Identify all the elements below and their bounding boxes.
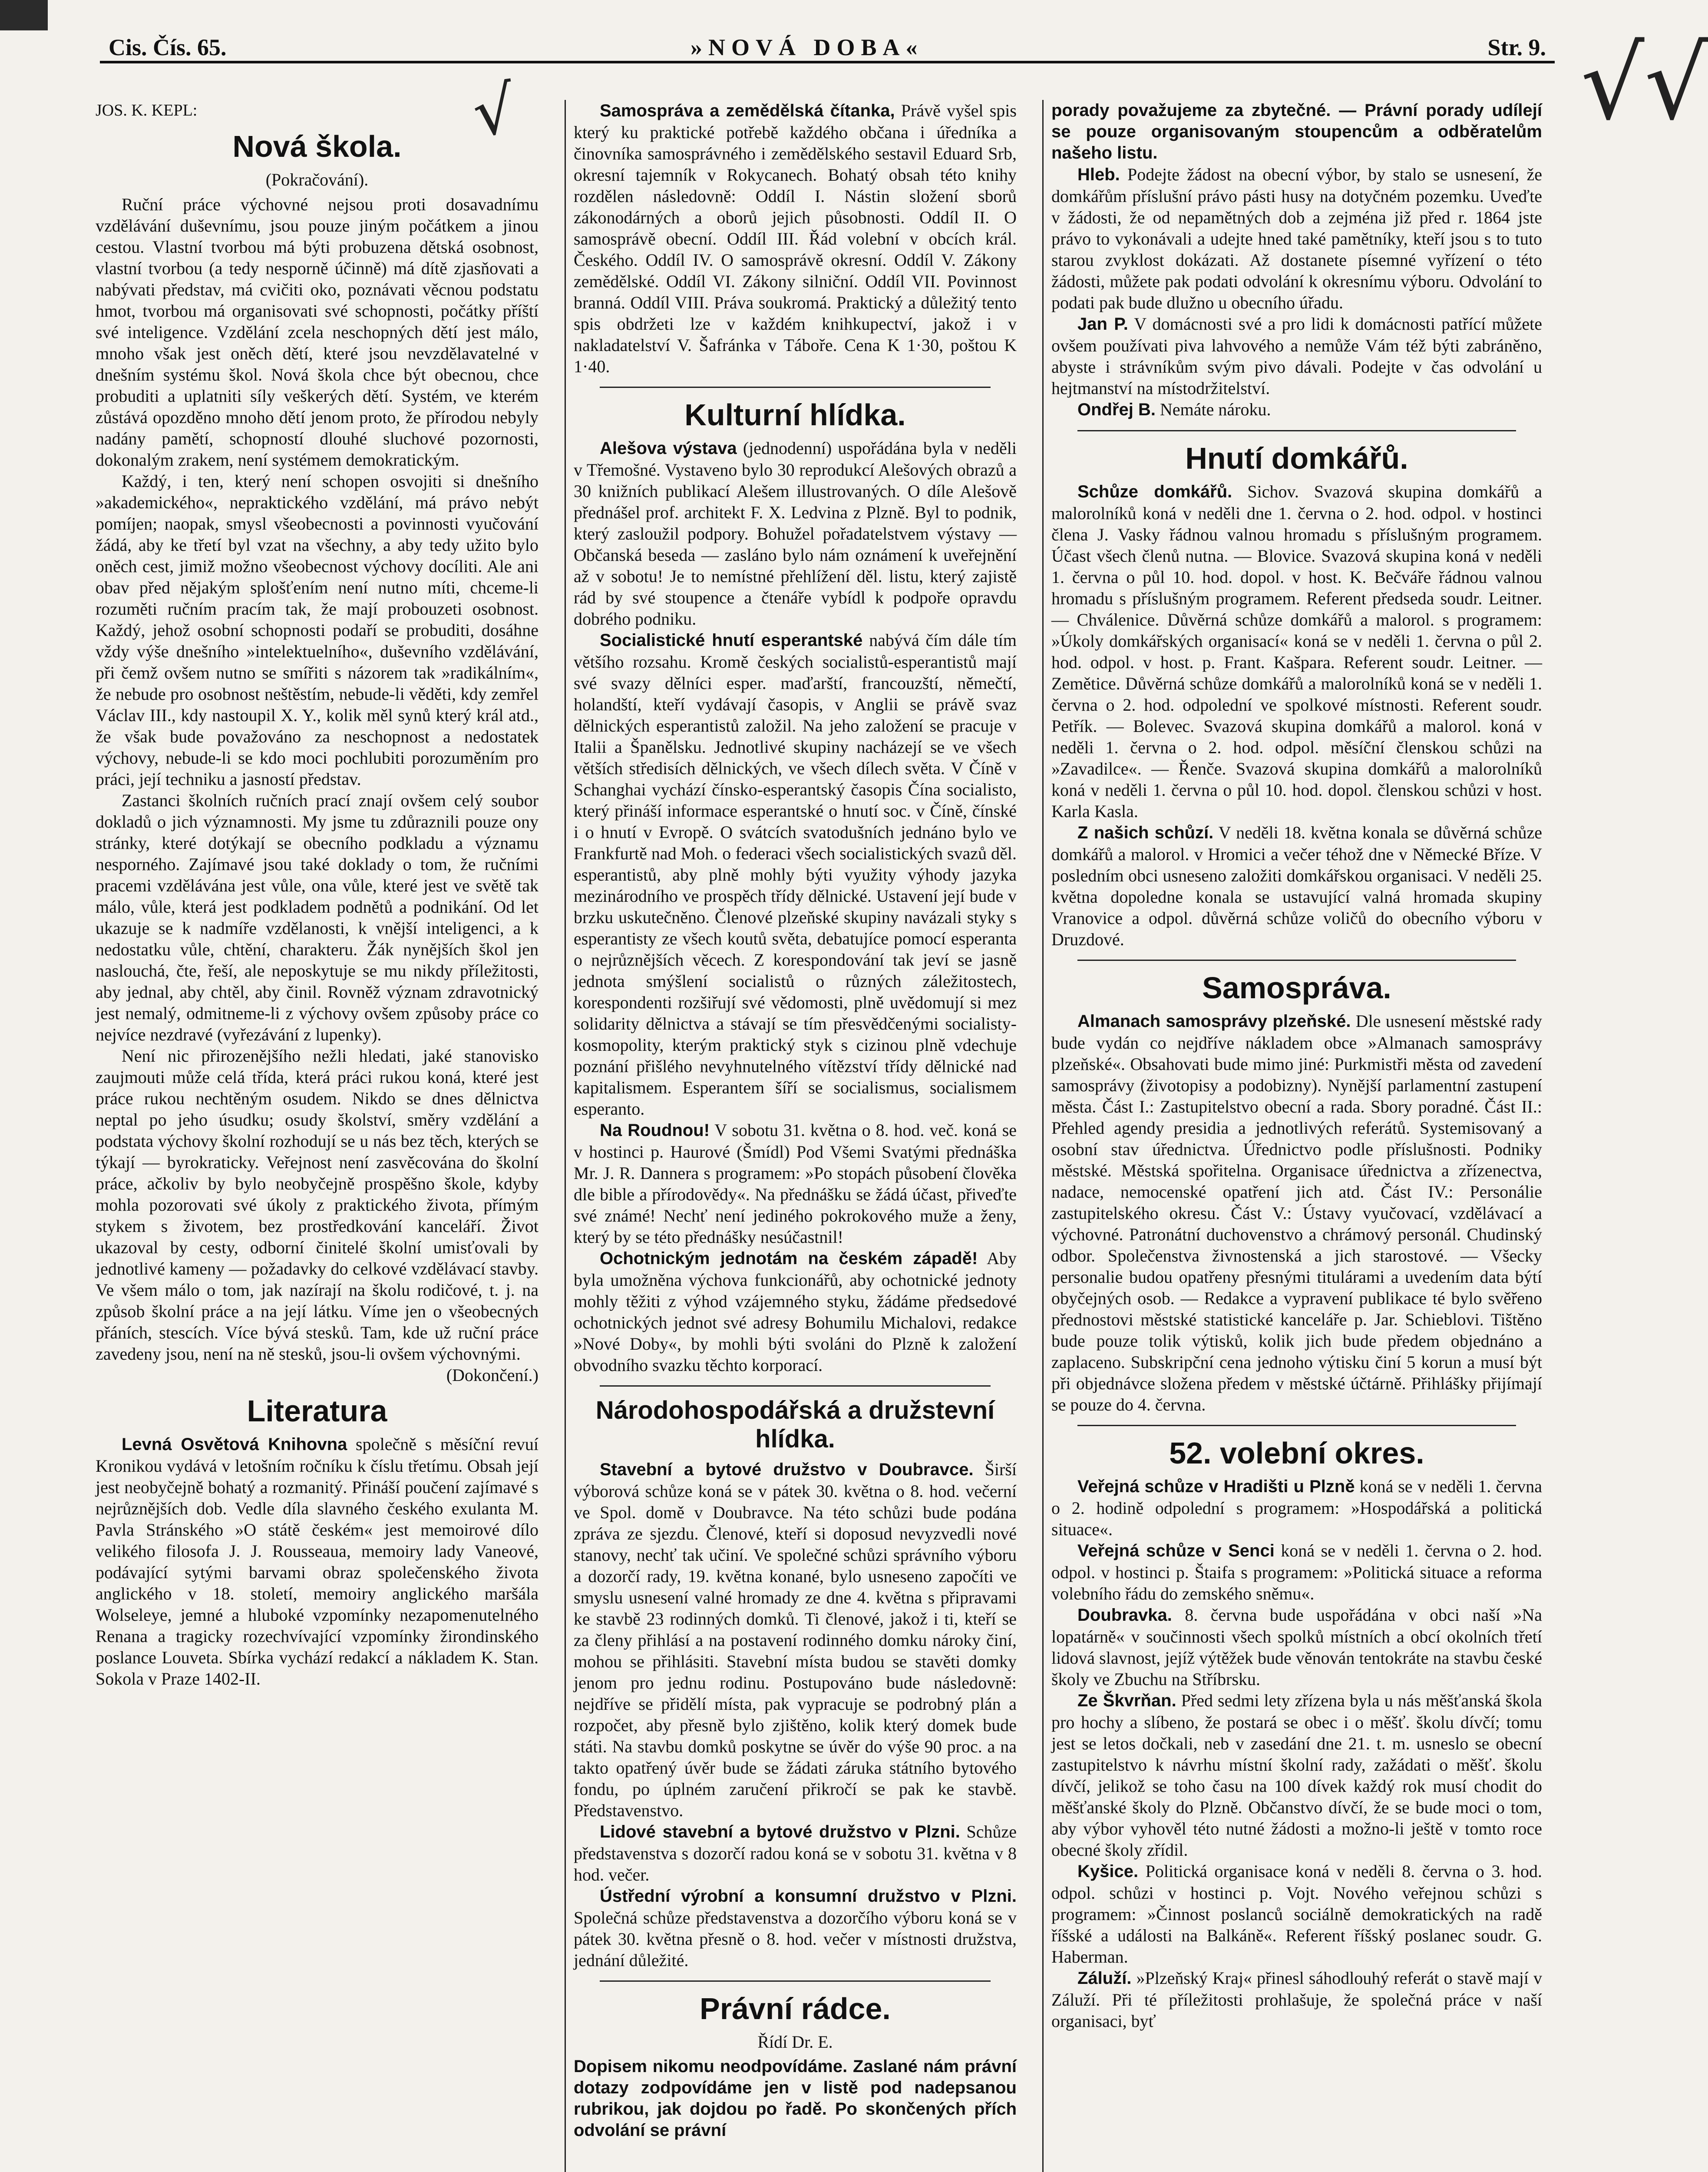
item-lead: Schůze domkářů.: [1077, 482, 1232, 501]
divider: [1077, 430, 1516, 431]
article-paragraph: Ruční práce výchovné nejsou proti dosavadnímu vzdělávání duševnímu, jsou pouze jiným počátkem a jinou cestou. Vlastní tvorbou má býti probuzena dětská osobnost, vlastní tvorbou (a tedy nesporně účinně) má dítě zjasňovati a nabývati představ, má cvičiti oko, poznávati věcnou podstatu hmot, tvorbou má organisovati své schopnosti, počátky příští své inteligence. Vzdělání zcela neschopných dětí jest málo, mnoho však jest oněch dětí, které jsou nevzdělavatelné v dnešním systému škol. Nová škola chce být obecnou, chce probuditi a uplatniti síly veškerých dětí. Systém, ve kterém zůstává opozděno mnoho dětí jenom proto, že přírodou nebyly nadány pamětí, schopností dlouhé sluchové pozornosti, dokonalým zrakem, není systémem demokratickým.: [96, 195, 538, 470]
news-paragraph: [574, 629, 1017, 1119]
section-title-hnuti-domkaru: Hnutí domkářů.: [1185, 441, 1408, 475]
item-lead: Ústřední výrobní a konsumní družstvo v Plzni.: [600, 1887, 1017, 1906]
item-lead: Veřejná schůze v Senci: [1077, 1541, 1275, 1560]
news-paragraph: [1051, 1967, 1542, 2032]
divider: [600, 1385, 991, 1387]
divider: [600, 387, 991, 388]
item-text: V neděli 18. května konala se důvěrná schůze domkářů a malorol. v Hromici a večer téhož dne v Německé Bříze. V posledním obci usneseno založiti domkářskou organisaci. V neděli 25. května dopoledne konala se ustavující valná hromada skupiny Vranovice a odpol. důvěrná schůze voličů do obecního výboru v Druzdové.: [1051, 823, 1543, 949]
item-lead: Socialistické hnutí esperantské: [600, 631, 863, 650]
item-text: společně s měsíční revuí Kronikou vydává v letošním ročníku k číslu třetímu. Obsah její jest neobyčejně bohatý a rozmanitý. Přináší poučení zajímavé s nejrůznějších dob. Vedle díla slavného českého exulanta M. Pavla Stránského »O státě českém« jest memoirové dílo velikého filosofa J. J. Rousseaua, memoiry lady Vaneové, podávající sytými barvami obraz společenského života anglického v 18. století, memoiry anglického maršála Wolseleye, jemné a hluboké vzpomínky nezapomenutelného Renana a tragicky rozechvívající vzpomínky žirondinského poslance Louveta. Sbírka vychází redakcí a nákladem K. Stan. Sokola v Praze 1402-II.: [96, 1434, 539, 1689]
news-paragraph: [574, 1885, 1017, 1971]
news-paragraph: [574, 1821, 1017, 1885]
section-title-literatura: Literatura: [247, 1394, 387, 1428]
news-paragraph: [1051, 1861, 1542, 1967]
page-header: [100, 30, 1555, 63]
item-lead: Kyšice.: [1077, 1862, 1139, 1881]
news-paragraph: [574, 1248, 1017, 1376]
item-text: nabývá čím dále tím většího rozsahu. Kromě českých socialistů-esperantistů mají své svazy dělníci esper. maďarští, francouzští, němečtí, holandští, kteří vydávají časopis, v Anglii se právě svaz dělnických esperantistů založil. Na jeho založení se pracuje v Italii a Španělsku. Jednotlivé skupiny nacházejí se ve všech větších středisích dělnických, ve všech dílech světa. V Číně v Schanghai vychází čínsko-esperantský časopis Čína socialisto, který přináší informace esperantské o hnutí soc. v Číně, čínské i o hnutí v Evropě. O svátcích svatodušních jednáno bylo ve Frankfurtě nad Moh. o federaci všech socialistických svazů děl. esperantistů, aby plně mohly býti využity výhody jazyka mezinárodního ve prospěch třídy dělnické. Ustavení její bude v brzku uskutečněno. Členové plzeňské skupiny navázali styky s esperantisty ze všech koutů světa, debatujíce pomocí esperanta o nejrůznějších věcech. Z korespondování tak jeví se jasně jednota smýšlení socialistů o různých záležitostech, korespondenti rozšiřují své vědomosti, plně uvědomují si mez solidarity dělnictva a stávají se tím přesvědčenými socialisty-kosmopolity, kterým praktický styk s cizinou plně vdechuje poznání přišlého nevyhnutelného vítězství třídy dělnické nad kapitalismem. Esperantem šíří se socialismus, socialismem esperanto.: [574, 630, 1017, 1119]
item-lead: Ze Škvrňan.: [1077, 1691, 1176, 1710]
item-text: Aby byla umožněna výchova funkcionářů, aby ochotnické jednoty mohly těžiti z výhod vzájemného styku, žádáme předsedové ochotnických jednot své adresy Bohumilu Michalovi, redakce »Nové Doby«, by mohli býti svoláni do Plzně k založení obvodního svazku těchto korporací.: [574, 1248, 1017, 1375]
article-paragraph: Zastanci školních ručních prací znají ovšem celý soubor dokladů o jich významnosti. My jsme tu zdůraznili pouze ony stránky, které dotýkají se obecního podkladu a významu nesporného. Zajímavé jsou také doklady o tom, že ručními pracemi vzdělávána jest vůle, ona vůle, které jest ve světě tak málo, vůle, která jest podkladem podnětů a podnikání. Od let ukazuje se k nadmíře vzdělanosti, k vnější inteligenci, a k nedostatku vůle, chtění, charakteru. Žák nynějších škol jen naslouchá, čte, řeší, ale neposkytuje se mu nikdy příležitosti, aby jednal, aby chtěl, aby činil. Rovněž význam zdravotnický jest nemalý, odmitneme-li z výchovy ovšem způsoby práce co nejvíce nezdravé (vyřezávání z lupenky).: [96, 791, 538, 1044]
divider: [600, 1980, 991, 1982]
item-text: koná se v neděli 1. června o 2. hod. odpol. v hostinci p. Štaifa s programem: »Politická situace a reforma volebního řádu do zemského sněmu«.: [1051, 1541, 1542, 1603]
handwritten-double-check-mark: √√: [1581, 26, 1708, 142]
item-text: Sichov. Svazová skupina domkářů a malorolníků koná v neděli dne 1. června o 2. hod. odpol. v hostinci člena J. Vasky řádnou valnou hromadu s příslušným programem. Účast všech členů nutna. — Blovice. Svazová skupina koná v neděli 1. června o půl 10. hod. dopol. v host. K. Bečváře řádnou valnou hromadu s příslušným programem. Referent předseda soudr. Leitner. — Chválenice. Důvěrná schůze domkářů a malorol. s programem: »Úkoly domkářských organisací« koná se v neděli 1. června o půl 2. hod. odpol. v host. p. Frant. Kašpara. Referent soudr. Leitner. — Zemětice. Důvěrná schůze domkářů a malorolníků koná se v neděli 1. června o 2. hod. odpolední ve spolkové místnosti. Referent soudr. Petřík. — Bolevec. Svazová skupina domkářů a malorol. koná v neděli 1. června o 2. hod. odpol. měsíční členskou schůzi na »Zavadilce«. — Řenče. Svazová skupina domkářů a malorolníků koná v neděli 1. června o půl 10. hod. dopol. členskou schůzi v host. Karla Kasla.: [1051, 482, 1543, 821]
item-lead: Na Roudnou!: [600, 1121, 710, 1140]
item-text: Nemáte nároku.: [1160, 400, 1271, 419]
news-paragraph: [1051, 1690, 1542, 1861]
item-lead: Ochotnickým jednotám na českém západě!: [600, 1249, 978, 1268]
item-text: koná se v neděli 1. června o 2. hodině odpolední s programem: »Hospodářská a politická situace«.: [1051, 1477, 1543, 1539]
item-lead: Doubravka.: [1077, 1606, 1172, 1625]
divider: [1077, 1425, 1516, 1426]
item-text: V sobotu 31. května o 8. hod. več. koná se v hostinci p. Haurové (Šmídl) Pod Všemi Svatými přednáška Mr. J. R. Dannera s programem: »Po stopách působení člověka dle bible a přírodovědy«. Na přednášku se žádá účast, přiveďte své známé! Nechť není jediného pokrokového muže a ženy, který by se této přednášky nesúčastnil!: [574, 1120, 1017, 1247]
item-lead: Hleb.: [1077, 165, 1120, 184]
item-lead: Jan P.: [1077, 315, 1128, 334]
item-text: Před sedmi lety zřízena byla u nás měšťanská škola pro hochy a slíbeno, že postará se obec i o měšť. školu dívčí; tomu jest se letos dočkali, neb v zasedání dne 21. t. m. usneslo se obecní zastupitelstvo k návrhu místní školní rady, zažádati o měšť. školu dívčí, jelikož se toho času na 100 dívek každý rok musí chodit do měšťanské školy do Plzně. Občanstvo dívčí, že se bude moci o tom, aby výbor vyhověl této nutné žádosti a možno-li ještě v tomto roce obecné školy zřídil.: [1051, 1691, 1543, 1860]
news-paragraph: [1051, 1476, 1542, 1540]
column-2: [565, 100, 1017, 2172]
section-title-samosprava: Samospráva.: [1202, 971, 1391, 1005]
item-text: »Plzeňský Kraj« přinesl sáhodlouhý referát o stavě mají v Záluží. Při té příležitosti prohlašuje, že společná práce v naší organisaci, byť: [1051, 1968, 1542, 2031]
handwritten-check-mark: √: [468, 71, 520, 152]
article-title: Nová škola.: [232, 129, 402, 163]
item-text: V domácnosti své a pro lidi k domácnosti patřící můžete ovšem používati piva lahvového a nemůže Vám též býti zabráněno, abyste i strávníkům svým pivo dávali. Podejte v čas odvolání u hejtmanství na místodržitelství.: [1051, 314, 1542, 398]
news-paragraph: [1051, 481, 1542, 822]
item-text: Širší výborová schůze koná se v pátek 30. května o 8. hod. večerní ve Spol. domě v Doubravce. Na této schůzi bude podána zpráva ze sjezdu. Členové, kteří si doposud nevyzvedli nové stanovy, nechť tak učiní. Ve společné schůzi správního výboru a dozorčí rady, 19. května konané, bylo usneseno započíti ve smyslu usnesení valné hromady ze dne 4. května s připravami ke stavbě 23 rodinných domků. Ti členové, jakož i ti, kteří se za členy přihlásí a na postavení rodinného domku nároky činí, mohou se přihlásiti. Stavební místa budou se stavěti domky jenom pro jednu rodinu. Postupováno bude následovně: nejdříve se přidělí místa, pak vypracuje se podrobný plán a rozpočet, aby přesně bylo zjištěno, kolik který domek bude státi. Na stavbu domků poskytne se úvěr do výše 90 proc. a na takto opatřený úvěr bude se žádati záruka státního bytového fondu, po úplném zaručení přikročí se pak ke stavbě. Představenstvo.: [574, 1460, 1017, 1820]
column-3: [1042, 100, 1542, 2172]
news-paragraph: [1051, 1604, 1542, 1690]
section-title-volebni-okres: 52. volební okres.: [1169, 1436, 1424, 1470]
item-lead: Alešova výstava: [600, 439, 737, 458]
issue-number: Cis. Čís. 65.: [109, 34, 227, 60]
item-text: Dle usnesení městské rady bude vydán co nejdříve nákladem obce »Almanach samosprávy plzeňské«. Obsahovati bude mimo jiné: Purkmistři města od zavedení samosprávy (životopisy a podobizny). Nynější parlamentní zastupení města. Část I.: Zastupitelstvo obecní a rada. Sbory poradné. Část II.: Přehled agendy presidia a jednotlivých referátů. Systemisovaný a osobní stav úřednictva. Úřednictvo podle příslušnosti. Podniky městské. Městská spořitelna. Organisace úřednictva a zřízenectva, nadace, nemocenské opatření jich atd. Část IV.: Personálie zastupitelského okresu. Část V.: Ústavy vyučovací, vzdělávací a výchovné. Patronátní duchovenstvo a chrámový personál. Chudinský odbor. Společenstva živnostenská a jich starostové. — Všecky personalie budou opatřeny přesnými titulárami a uvedením data býtí obyčejných osob. — Redakce a vypravení publikace té bylo svěřeno přednostovi městské statistické kanceláře p. Jar. Schieblovi. Tištěno bude pouze tolik výtisků, kolik jich bude předem objednáno a zaplaceno. Subskripční cena jednoho výtisku činí 5 korun a musí být při objednávce složena předem v městské účtárně. Přihlášky přijímají se pouze do 4. června.: [1051, 1011, 1542, 1414]
item-lead: Z našich schůzí.: [1077, 823, 1214, 842]
item-lead: Almanach samosprávy plzeňské.: [1077, 1012, 1351, 1031]
item-text: (jednodenní) uspořádána byla v neděli v Třemošné. Vystaveno bylo 30 reprodukcí Alešových obrazů a 30 knižních publikací Alešem illustrovaných. O díle Alešově přednášel prof. architekt F. X. Ledvina z Plzně. Byl to podnik, který zasloužil podpory. Bohužel pořadatelstvem výstavy — Občanská beseda — zasláno bylo nám oznámení k uveřejnění až v sobotu! Je to nemístné přehlížení děl. listu, který zajistě rád by své stoupence a čtenáře vybídl k podpoře opravdu dobrého podniku.: [574, 438, 1017, 629]
continuation-note: (Dokončení.): [446, 1365, 538, 1385]
item-text: Společná schůze představenstva a dozorčího výboru koná se v pátek 30. května přesně o 8. hod. večer v místnosti družstva, jednání důležité.: [574, 1908, 1017, 1970]
news-paragraph: [574, 1459, 1017, 1821]
legal-answer: [1051, 164, 1542, 313]
masthead-title: »NOVÁ DOBA«: [690, 34, 924, 60]
item-lead: Veřejná schůze v Hradišti u Plzně: [1077, 1477, 1355, 1496]
item-text: Politická organisace koná v neděli 8. června o 3. hod. odpol. schůzi v hostinci p. Vojt. Nového veřejnou schůzi s programem: »Činnost poslanců sociálně demokratických na radě říšské a události na Balkáně«. Referent říšský poslanec soudr. G. Haberman.: [1051, 1861, 1542, 1967]
news-paragraph: [574, 100, 1017, 377]
section-title-kulturni-hlidka: Kulturní hlídka.: [684, 398, 906, 432]
article-paragraph: Není nic přirozenějšího nežli hledati, jaké stanovisko zaujmouti může celá třída, která práci rukou koná, které jest práce rukou nechtěným osudem. Nikdo se dnes dělnictva neptal po jeho úsudku; osudy školství, směry vzdělání a podstata výchovy školní rozhodují se u nás bez těch, kterých se týkají — byrokraticky. Veřejnost není zasvěcována do školní práce, ačkoliv by bylo neobyčejně prospěšno škole, kdyby mohla pozorovati své úkoly z praktického života, přímým stykem s životem, bez prostředkování kanceláří. Život ukazoval by cesty, odborní činitelé školní umisťovali by jednotlivé kameny — požadavky do celkové vzdělávací stavby. Ve všem málo o tom, jak nazírají na školu rodičové, t. j. na způsob školní práce a na její látku. Víme jen o všeobecných přáních, stescích. Více bývá stesků. Tam, kde už ruční práce zavedeny jsou, není na ně stesků, jsou-li ovšem výchovnými.: [96, 1046, 538, 1364]
page-corner-shadow: [0, 0, 48, 30]
section-title-narodohospodarska: Národohospodářská a družstevní hlídka.: [595, 1396, 995, 1453]
news-paragraph: [1051, 1010, 1542, 1415]
news-paragraph: [1051, 1540, 1542, 1604]
legal-notice: Dopisem nikomu neodpovídáme. Zaslané nám právní dotazy zodpovídáme jen v listě pod nadepsanou rubrikou, jak dojdou po řadě. Po skončených přích odvolání se právní: [574, 2057, 1017, 2140]
item-lead: Levná Osvětová Knihovna: [122, 1435, 347, 1454]
news-paragraph: [574, 1119, 1017, 1248]
legal-answer: [1051, 313, 1542, 399]
page-number: Str. 9.: [1487, 34, 1546, 60]
legal-notice-continued: porady považujeme za zbytečné. — Právní porady udílejí se pouze organisovaným stoupencům a odběratelům našeho listu.: [1051, 101, 1542, 162]
literature-paragraph: [96, 1434, 538, 1689]
divider: [1077, 960, 1516, 961]
legal-answer: [1051, 399, 1542, 420]
item-lead: Záluží.: [1077, 1969, 1132, 1988]
article-subtitle: (Pokračování).: [265, 170, 369, 189]
item-text: Právě vyšel spis který ku praktické potřebě každého občana i úředníka a činovníka samosprávného i zemědělského sestavil Eduard Srb, okresní tajemník v Rokycanech. Bohatý obsah této knihy rozdělen následovně: Oddíl I. Nástin složení sborů zákonodárných a oborů jejich působnosti. Oddíl II. O samosprávě obecní. Oddíl III. Řád volební v obcích král. Českého. Oddíl IV. O samosprávě okresní. Oddíl V. Zákony zemědělské. Oddíl VI. Zákony silniční. Oddíl VII. Povinnost branná. Oddíl VIII. Práva soukromá. Praktický a důležitý tento spis obdržeti lze v každém knihkupectví, jakož i v nakladatelství V. Šafránka v Táboře. Cena K 1·30, poštou K 1·40.: [574, 101, 1017, 376]
item-lead: Stavební a bytové družstvo v Doubravce.: [600, 1460, 974, 1479]
news-paragraph: [1051, 822, 1542, 950]
item-lead: Lidové stavební a bytové družstvo v Plzni.: [600, 1822, 960, 1841]
column-1: [96, 100, 538, 2172]
section-editor: Řídí Dr. E.: [757, 2032, 833, 2052]
section-title-pravni-radce: Právní rádce.: [700, 1992, 891, 2026]
news-paragraph: [574, 437, 1017, 629]
item-text: Schůze představenstva s dozorčí radou koná se v sobotu 31. května v 8 hod. večer.: [574, 1822, 1017, 1884]
item-lead: Samospráva a zemědělská čítanka,: [600, 101, 895, 120]
item-lead: Ondřej B.: [1077, 400, 1156, 419]
item-text: 8. června bude uspořádána v obci naší »Na lopatárně« v součinnosti všech spolků místních a obcí okolních třetí lidová slavnost, jejíž výtěžek bude věnován tentokráte na stavbu české školy ve Zbuchu na Stříbrsku.: [1051, 1605, 1542, 1689]
article-paragraph: Každý, i ten, který není schopen osvojiti si dnešního »akademického«, nepraktického vzdělání, má právo nebýt pomíjen; naopak, smysl všeobecnosti a povinnosti vyučování žádá, aby ke třetí byl vzat na všechny, a aby tedy užito bylo oněch cest, jimiž možno všeobecnost výchovy docíliti. Ale ani obav před nějakým splošťením není nutno míti, chceme-li rozuměti ručním pracím tak, že mají probouzeti osobnost. Každý, jehož osobní schopnosti podaří se probuditi, dosáhne vždy výše dnešního »intelektuelního«, duševního vzdělávání, při čemž ovšem nutno se smířiti s názorem tak »radikálním«, že nebude pro osobnost neštěstím, nebude-li věděti, kdy zemřel Václav III., kdy nastoupil X. Y., kolik měl synů který král atd., že však bude považováno za neschopnost a nedostatek výchovy, nebude-li se kdo moci pochlubiti porozuměním pro práci, její techniku a jasností představ.: [96, 471, 538, 789]
item-text: Podejte žádost na obecní výbor, by stalo se usnesení, že domkářům příslušní právo pásti husy na dotyčném pozemku. Uveďte v žádosti, že od nepamětných dob a zejména již před r. 1864 jste právo to vykonávali a udejte hned také pamětníky, kteří jsou s to tuto starou zvyklost dokázati. Až dostanete písemné vyřízení o této žádosti, můžete pak podati odvolání k okresnímu výboru. Odvolání to podati pak bude dlužno u obecního úřadu.: [1051, 165, 1543, 312]
author-byline: JOS. K. KEPL:: [96, 101, 198, 119]
